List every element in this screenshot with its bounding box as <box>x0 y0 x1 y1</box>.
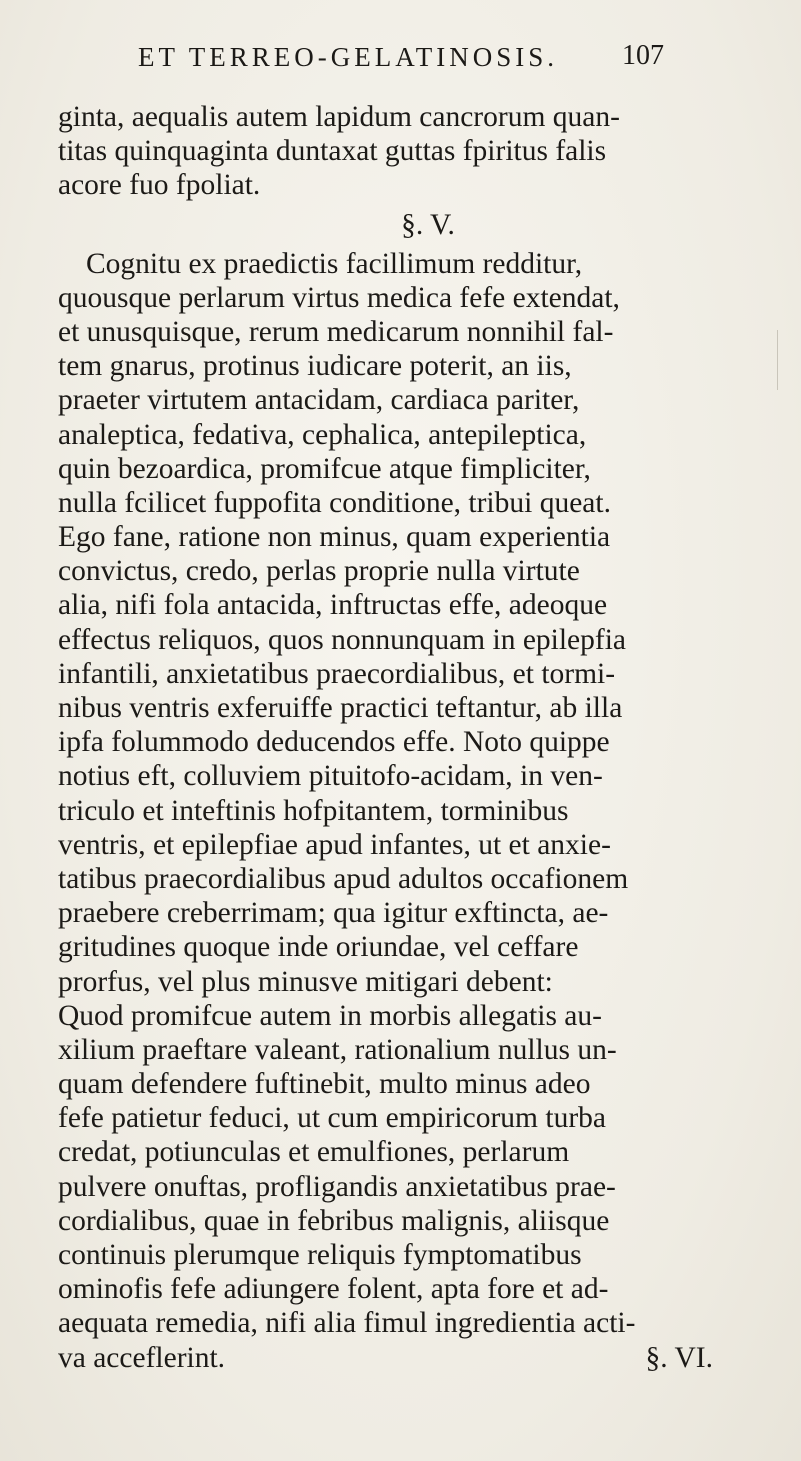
text-line: Ego fane, ratione non minus, quam experientia <box>58 521 611 554</box>
text-line: nulla fcilicet fuppofita conditione, tribui queat. <box>58 486 611 519</box>
text-line: et unusquisque, rerum medicarum nonnihil fal- <box>58 315 614 348</box>
text-line: ipfa folummodo deducendos effe. Noto quippe <box>58 726 610 759</box>
text-line: notius eft, colluviem pituitofo-acidam, in ven- <box>58 760 603 793</box>
text-line: prorfus, vel plus minusve mitigari debent: <box>58 965 553 998</box>
text-line: Quod promifcue autem in morbis allegatis au- <box>58 999 602 1032</box>
page-body <box>58 100 758 1375</box>
page-edge-mark <box>777 330 778 390</box>
paragraph-continuation <box>58 100 758 203</box>
text-line: titas quinquaginta duntaxat guttas fpiritus falis <box>58 135 607 168</box>
text-line: alia, nifi fola antacida, inftructas effe, adeoque <box>58 589 608 622</box>
last-line <box>58 1341 713 1375</box>
text-line: va acceflerint. <box>58 1341 226 1374</box>
text-line: tem gnarus, protinus iudicare poterit, an iis, <box>58 350 572 383</box>
text-line: cordialibus, quae in febribus malignis, aliisque <box>58 1204 610 1237</box>
text-line: xilium praeftare valeant, rationalium nullus un- <box>58 1033 617 1066</box>
paragraph-section-v <box>58 247 758 1375</box>
text-line: infantili, anxietatibus praecordialibus, et tormi- <box>58 657 616 690</box>
page-number: 107 <box>622 40 664 71</box>
section-heading: §. V. <box>401 208 455 241</box>
text-line: ventris, et epilepfiae apud infantes, ut et anxie- <box>58 828 611 861</box>
text-line: nibus ventris exferuiffe practici teftantur, ab illa <box>58 692 623 724</box>
text-line: praebere creberrimam; qua igitur exftincta, ae- <box>58 897 609 930</box>
text-line: continuis plerumque reliquis fymptomatibus <box>58 1239 582 1271</box>
text-line: quin bezoardica, promifcue atque fimpliciter, <box>58 452 591 485</box>
text-line: gritudines quoque inde oriundae, vel ceffare <box>58 931 579 964</box>
text-line: quousque perlarum virtus medica fefe extendat, <box>58 281 620 314</box>
text-line: aequata remedia, nifi alia fimul ingredientia acti- <box>58 1307 636 1340</box>
text-line: tatibus praecordialibus apud adultos occafionem <box>58 862 629 895</box>
text-line: acore fuo fpoliat. <box>58 169 261 202</box>
text-line: Cognitu ex praedictis facillimum redditur, <box>86 247 583 280</box>
text-line: triculo et inteftinis hofpitantem, torminibus <box>58 794 569 827</box>
text-line: ginta, aequalis autem lapidum cancrorum quan- <box>58 101 620 133</box>
text-line: quam defendere fuftinebit, multo minus adeo <box>58 1068 591 1101</box>
text-line: pulvere onuftas, profligandis anxietatibus prae- <box>58 1170 616 1203</box>
catchword: §. VI. <box>645 1341 713 1374</box>
running-head: ET TERREO-GELATINOSIS. <box>138 42 558 72</box>
text-line: effectus reliquos, quos nonnunquam in epilepfia <box>58 623 627 656</box>
text-line: fefe patietur feduci, ut cum empiricorum turba <box>58 1102 606 1135</box>
text-line: praeter virtutem antacidam, cardiaca pariter, <box>58 384 580 417</box>
text-line: analeptica, fedativa, cephalica, antepileptica, <box>58 418 587 451</box>
text-line: credat, potiunculas et emulfiones, perlarum <box>58 1136 570 1169</box>
text-line: ominofis fefe adiungere folent, apta fore et ad- <box>58 1273 609 1306</box>
text-line: convictus, credo, perlas proprie nulla virtute <box>58 555 580 588</box>
